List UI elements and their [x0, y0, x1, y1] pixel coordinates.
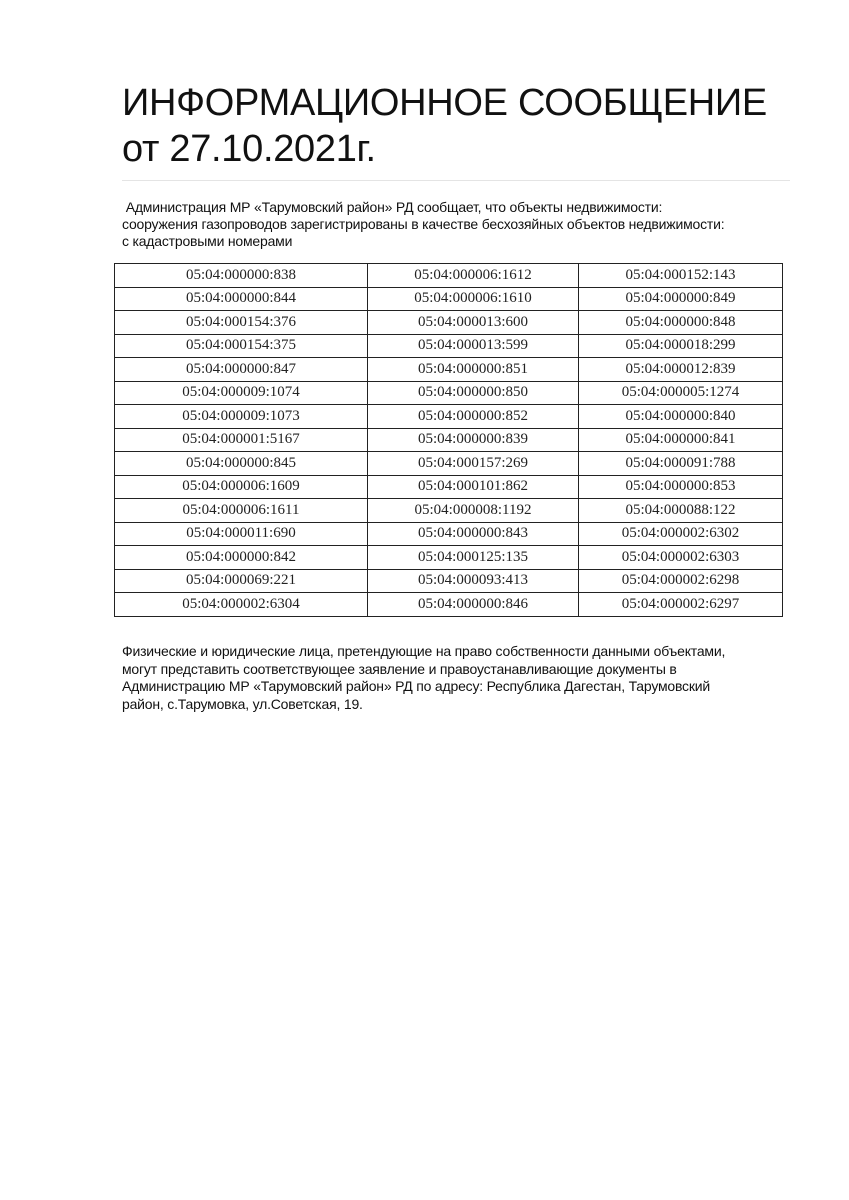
- divider: [122, 180, 790, 181]
- closing-paragraph: [122, 643, 802, 713]
- cadastral-number-cell: 05:04:000125:135: [368, 546, 579, 570]
- table-row: [115, 264, 783, 288]
- cadastral-number-cell: 05:04:000018:299: [579, 334, 783, 358]
- cadastral-number-cell: 05:04:000000:844: [115, 287, 368, 311]
- cadastral-number-cell: 05:04:000069:221: [115, 569, 368, 593]
- cadastral-table-body: [115, 264, 783, 617]
- cadastral-number-cell: 05:04:000000:838: [115, 264, 368, 288]
- cadastral-number-cell: 05:04:000011:690: [115, 522, 368, 546]
- table-row: [115, 405, 783, 429]
- cadastral-number-cell: 05:04:000006:1611: [115, 499, 368, 523]
- table-row: [115, 546, 783, 570]
- cadastral-number-cell: 05:04:000000:842: [115, 546, 368, 570]
- table-row: [115, 428, 783, 452]
- cadastral-number-cell: 05:04:000000:853: [579, 475, 783, 499]
- cadastral-number-cell: 05:04:000152:143: [579, 264, 783, 288]
- cadastral-number-cell: 05:04:000154:375: [115, 334, 368, 358]
- intro-line: сооружения газопроводов зарегистрированы в качестве бесхозяйных объектов недвижимости:: [122, 216, 725, 232]
- cadastral-number-cell: 05:04:000000:847: [115, 358, 368, 382]
- cadastral-number-cell: 05:04:000000:851: [368, 358, 579, 382]
- table-row: [115, 499, 783, 523]
- intro-line: с кадастровыми номерами: [122, 233, 293, 249]
- cadastral-number-cell: 05:04:000000:841: [579, 428, 783, 452]
- cadastral-number-cell: 05:04:000002:6303: [579, 546, 783, 570]
- cadastral-number-cell: 05:04:000002:6302: [579, 522, 783, 546]
- cadastral-number-cell: 05:04:000157:269: [368, 452, 579, 476]
- cadastral-number-cell: 05:04:000000:849: [579, 287, 783, 311]
- table-row: [115, 452, 783, 476]
- cadastral-number-cell: 05:04:000012:839: [579, 358, 783, 382]
- table-row: [115, 522, 783, 546]
- cadastral-number-cell: 05:04:000005:1274: [579, 381, 783, 405]
- cadastral-number-cell: 05:04:000088:122: [579, 499, 783, 523]
- cadastral-numbers-table: [114, 263, 783, 617]
- cadastral-number-cell: 05:04:000006:1610: [368, 287, 579, 311]
- cadastral-number-cell: 05:04:000101:862: [368, 475, 579, 499]
- cadastral-number-cell: 05:04:000000:852: [368, 405, 579, 429]
- cadastral-number-cell: 05:04:000006:1609: [115, 475, 368, 499]
- closing-line: могут представить соответствующее заявление и правоустанавливающие документы в: [122, 660, 677, 677]
- cadastral-number-cell: 05:04:000002:6297: [579, 593, 783, 617]
- cadastral-number-cell: 05:04:000154:376: [115, 311, 368, 335]
- cadastral-number-cell: 05:04:000000:845: [115, 452, 368, 476]
- table-row: [115, 287, 783, 311]
- closing-line: Физические и юридические лица, претендующие на право собственности данными объектами,: [122, 643, 726, 659]
- title-date: от 27.10.2021г.: [122, 128, 376, 170]
- table-row: [115, 475, 783, 499]
- cadastral-number-cell: 05:04:000013:599: [368, 334, 579, 358]
- cadastral-number-cell: 05:04:000009:1074: [115, 381, 368, 405]
- table-row: [115, 311, 783, 335]
- intro-paragraph: [122, 199, 802, 250]
- intro-line: Администрация МР «Тарумовский район» РД сообщает, что объекты недвижимости:: [122, 199, 663, 215]
- closing-line: Администрацию МР «Тарумовский район» РД по адресу: Республика Дагестан, Тарумовский: [122, 678, 711, 694]
- table-row: [115, 569, 783, 593]
- cadastral-number-cell: 05:04:000000:843: [368, 522, 579, 546]
- cadastral-number-cell: 05:04:000000:848: [579, 311, 783, 335]
- table-row: [115, 334, 783, 358]
- title-line-1: ИНФОРМАЦИОННОЕ СООБЩЕНИЕ: [122, 82, 767, 124]
- table-row: [115, 593, 783, 617]
- cadastral-number-cell: 05:04:000093:413: [368, 569, 579, 593]
- cadastral-number-cell: 05:04:000002:6298: [579, 569, 783, 593]
- cadastral-number-cell: 05:04:000008:1192: [368, 499, 579, 523]
- cadastral-number-cell: 05:04:000000:840: [579, 405, 783, 429]
- page-title: [122, 80, 802, 172]
- cadastral-number-cell: 05:04:000000:839: [368, 428, 579, 452]
- table-row: [115, 358, 783, 382]
- cadastral-number-cell: 05:04:000013:600: [368, 311, 579, 335]
- cadastral-number-cell: 05:04:000009:1073: [115, 405, 368, 429]
- cadastral-number-cell: 05:04:000000:846: [368, 593, 579, 617]
- cadastral-number-cell: 05:04:000006:1612: [368, 264, 579, 288]
- closing-line: район, с.Тарумовка, ул.Советская, 19.: [122, 695, 363, 712]
- cadastral-number-cell: 05:04:000001:5167: [115, 428, 368, 452]
- table-row: [115, 381, 783, 405]
- cadastral-number-cell: 05:04:000000:850: [368, 381, 579, 405]
- cadastral-number-cell: 05:04:000091:788: [579, 452, 783, 476]
- cadastral-number-cell: 05:04:000002:6304: [115, 593, 368, 617]
